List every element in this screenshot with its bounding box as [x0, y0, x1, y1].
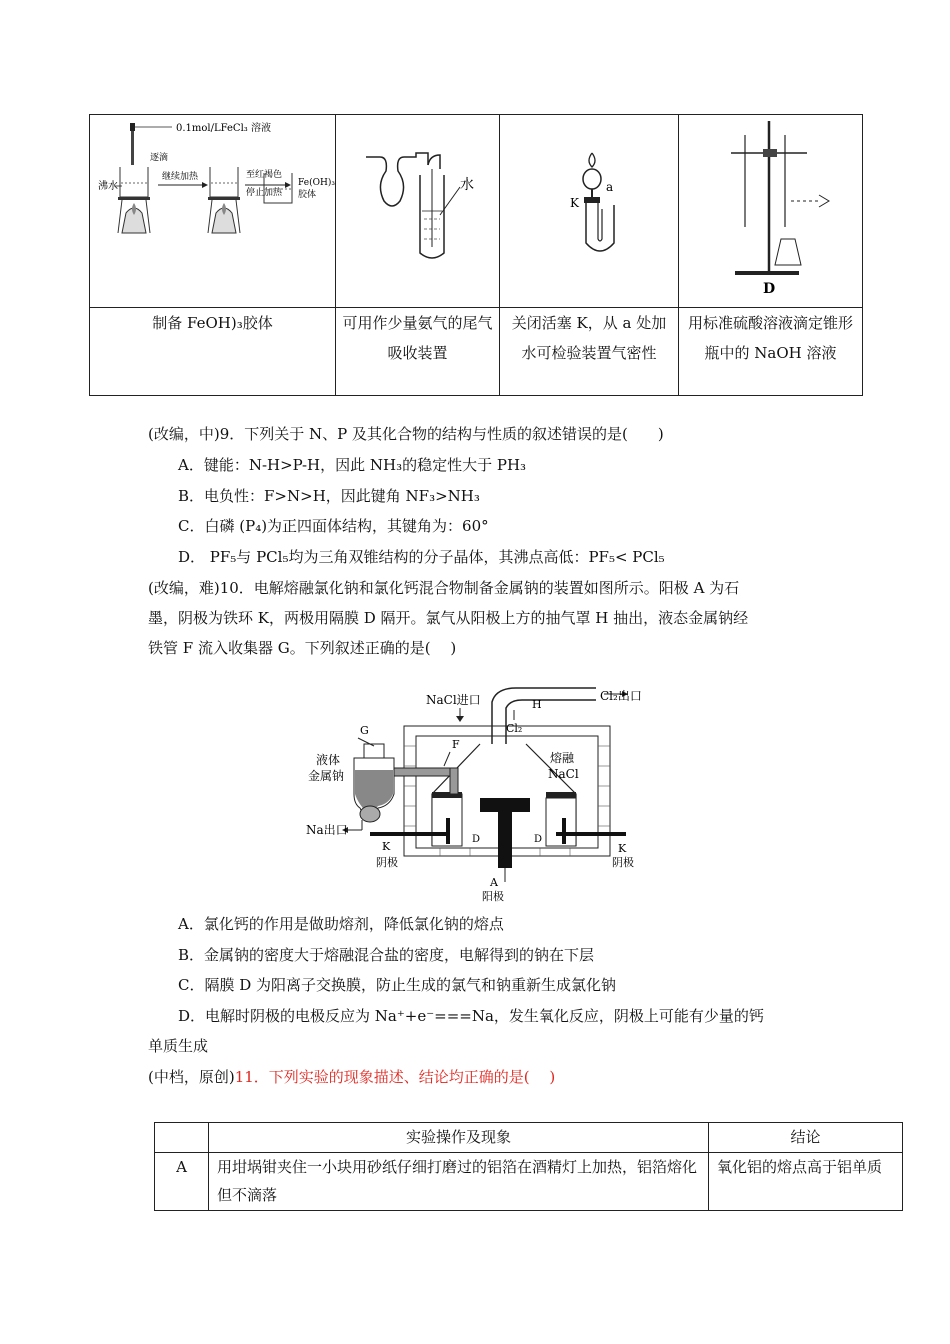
q11-header-label [155, 1123, 209, 1153]
fig-cell-4 [679, 115, 863, 308]
fig-cell-1 [90, 115, 336, 308]
q10-option-c: C．隔膜 D 为阳离子交换膜，防止生成的氯气和钠重新生成氯化钠 [178, 976, 617, 994]
svg-text:至红褐色: 至红褐色 [246, 170, 283, 180]
q9-option-d: D． PF₅与 PCl₅均为三角双锥结构的分子晶体，其沸点高低：PF₅< PCl₅ [178, 548, 665, 566]
svg-text:G: G [360, 724, 369, 737]
svg-text:阴极: 阴极 [376, 856, 398, 869]
q10-option-d-continued: 单质生成 [148, 1037, 209, 1055]
q11-prefix: (中档，原创) [148, 1068, 235, 1086]
q10-stem-line-2: 墨，阴极为铁环 K，两极用隔膜 D 隔开。氯气从阳极上方的抽气罩 H 抽出，液态金属钠经 [148, 609, 749, 627]
fig-cell-2 [336, 115, 500, 308]
svg-text:Fe(OH)₃: Fe(OH)₃ [298, 178, 335, 188]
svg-text:液体: 液体 [316, 753, 341, 767]
svg-text:Cl₂出口: Cl₂出口 [600, 689, 642, 703]
svg-text:水: 水 [460, 177, 474, 193]
svg-text:逐滴: 逐滴 [150, 153, 169, 163]
svg-text:K: K [382, 840, 391, 853]
svg-text:0.1mol/LFeCl₃ 溶液: 0.1mol/LFeCl₃ 溶液 [176, 123, 271, 134]
q9-option-b: B．电负性：F>N>H，因此键角 NF₃>NH₃ [178, 487, 480, 505]
svg-text:K: K [570, 196, 579, 210]
svg-text:阳极: 阳极 [482, 890, 504, 903]
caption-4: 用标准硫酸溶液滴定锥形瓶中的 NaOH 溶液 [679, 308, 863, 396]
q11-row-conclusion: 氧化铝的熔点高于铝单质 [709, 1153, 903, 1211]
svg-text:熔融: 熔融 [550, 751, 575, 765]
gas-tightness-figure [500, 115, 678, 303]
q11-stem-text: 11．下列实验的现象描述、结论均正确的是( ) [234, 1068, 556, 1086]
svg-text:沸水: 沸水 [98, 181, 118, 192]
table-row [155, 1153, 903, 1211]
q9-option-c: C．白磷 (P₄)为正四面体结构，其键角为：60° [178, 517, 489, 535]
svg-text:金属钠: 金属钠 [308, 769, 345, 783]
q10-option-b: B．金属钠的密度大于熔融混合盐的密度，电解得到的钠在下层 [178, 946, 595, 964]
q10-stem-line-1: (改编，难)10．电解熔融氯化钠和氯化钙混合物制备金属钠的装置如图所示。阳极 A 为石 [148, 579, 740, 597]
svg-text:继续加热: 继续加热 [162, 172, 199, 182]
svg-text:D: D [534, 834, 543, 845]
svg-text:A: A [490, 876, 498, 889]
ammonia-absorber-figure [336, 115, 499, 303]
q11-row-label: A [155, 1153, 209, 1211]
svg-text:胶体: 胶体 [298, 190, 317, 200]
svg-text:K: K [618, 842, 627, 855]
titration-figure [679, 115, 862, 303]
fig-cell-3 [500, 115, 679, 308]
svg-text:H: H [532, 698, 542, 711]
q11-header-conclusion: 结论 [709, 1123, 903, 1153]
svg-text:D: D [763, 281, 776, 297]
q11-row-operation: 用坩埚钳夹住一小块用砂纸仔细打磨过的铝箔在酒精灯上加热，铝箔熔化但不滴落 [209, 1153, 709, 1211]
q10-stem-line-3: 铁管 F 流入收集器 G。下列叙述正确的是( ) [148, 639, 457, 657]
apparatus-table [89, 114, 863, 396]
svg-text:停止加热: 停止加热 [246, 188, 283, 198]
svg-text:Na出口: Na出口 [306, 823, 348, 837]
svg-text:F: F [452, 738, 460, 751]
q9-option-a: A．键能：N-H>P-H，因此 NH₃的稳定性大于 PH₃ [178, 456, 527, 474]
q11-table [154, 1122, 903, 1211]
svg-text:NaCl进口: NaCl进口 [426, 693, 481, 707]
q11-stem [148, 1067, 555, 1087]
q10-option-d: D．电解时阴极的电极反应为 Na⁺+e⁻===Na，发生氧化反应，阴极上可能有少量的钙 [178, 1007, 764, 1025]
fe-oh3-colloid-figure [90, 115, 335, 303]
q9-stem: (改编，中)9．下列关于 N、P 及其化合物的结构与性质的叙述错误的是( ) [148, 425, 664, 443]
caption-1: 制备 FeOH)₃胶体 [90, 308, 336, 396]
q10-option-a: A．氯化钙的作用是做助熔剂，降低氯化钠的熔点 [178, 915, 504, 933]
q11-header-operation: 实验操作及现象 [209, 1123, 709, 1153]
caption-3: 关闭活塞 K，从 a 处加水可检验装置气密性 [500, 308, 679, 396]
svg-text:Cl₂: Cl₂ [506, 722, 523, 735]
svg-text:a: a [606, 180, 614, 194]
svg-text:NaCl: NaCl [548, 767, 579, 781]
svg-text:阴极: 阴极 [612, 856, 634, 869]
svg-text:D: D [472, 834, 481, 845]
caption-2: 可用作少量氨气的尾气吸收装置 [336, 308, 500, 396]
electrolysis-cell-figure [300, 674, 680, 904]
